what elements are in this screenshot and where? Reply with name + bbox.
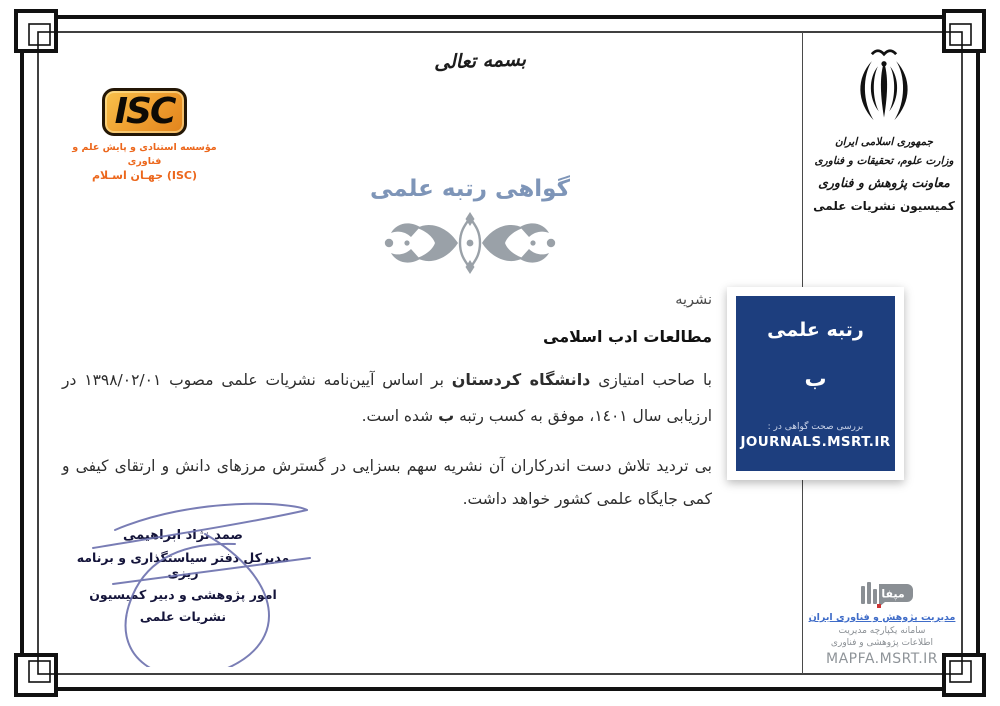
grant-text-pre: با صاحب امتیازی bbox=[590, 371, 712, 389]
mapfa-title-line: مدیریت پژوهش و فناوری ایران bbox=[808, 612, 956, 623]
certificate-title: گواهی رتبه علمی bbox=[370, 176, 570, 202]
svg-text:مپفا: مپفا bbox=[881, 587, 905, 601]
grant-text-post: شده است. bbox=[361, 407, 439, 425]
grade-inline: ب bbox=[438, 406, 455, 425]
signatory-name: صمد نژاد ابراهیمی bbox=[122, 528, 243, 543]
arabesque-ornament-icon bbox=[383, 212, 557, 274]
grant-paragraph bbox=[62, 362, 712, 434]
certificate-body bbox=[62, 292, 712, 516]
rank-badge bbox=[736, 296, 895, 471]
signatory-role-line2: امور پژوهشی و دبیر کمیسیون bbox=[89, 587, 277, 602]
grant-text-mid: بر اساس آیین‌نامه نشریات علمی مصوب ۱۳۹۸/۰۲/۰۱ در ارزیابی سال ١٤٠١، موفق به کسب رتبه bbox=[62, 371, 712, 425]
mapfa-subtitle-line1: سامانه یکپارچه مدیریت bbox=[838, 626, 926, 636]
isc-subtitle-line2: جهـان اسـلام (ISC) bbox=[91, 169, 198, 183]
gov-line-commission: کمیسیون نشریات علمی bbox=[813, 199, 955, 213]
isc-logo bbox=[102, 88, 188, 136]
isc-logo-block bbox=[62, 88, 227, 182]
rank-badge-title: رتبه علمی bbox=[767, 319, 864, 341]
isc-subtitle-line1: مؤسسه استنادی و پایش علم و فناوری bbox=[72, 141, 217, 168]
journal-name: مطالعات ادب اسلامی bbox=[543, 327, 712, 346]
mapfa-url: MAPFA.MSRT.IR bbox=[825, 651, 939, 667]
appreciation-paragraph: بی تردید تلاش دست اندرکاران آن نشریه سهم بسزایی در گسترش مرزهای دانش و ارتقای کیفی و کمی جایگاه علمی کشور خواهد داشت. bbox=[62, 457, 712, 508]
rank-badge-verify-label: بررسی صحت گواهی در : bbox=[767, 422, 864, 432]
gov-line-deputy: معاونت پژوهش و فناوری bbox=[818, 175, 950, 190]
signatory-role-line3: نشریات علمی bbox=[139, 609, 227, 624]
gov-line-country: جمهوری اسلامی ایران bbox=[834, 136, 934, 148]
gov-line-ministry: وزارت علوم، تحقیقات و فناوری bbox=[814, 155, 954, 167]
mapfa-block bbox=[798, 580, 966, 667]
signatory-role-line1: مدیرکل دفتر سیاستگذاری و برنامه ریزی bbox=[76, 550, 290, 580]
rank-badge-verify-url: JOURNALS.MSRT.IR bbox=[740, 434, 891, 450]
journal-owner: دانشگاه کردستان bbox=[451, 370, 591, 389]
bismillah-text: بسمه تعالی bbox=[433, 48, 527, 74]
mapfa-subtitle-line2: اطلاعات پژوهشی و فناوری bbox=[830, 638, 934, 648]
iran-emblem-icon bbox=[845, 42, 923, 134]
signatory-block bbox=[68, 528, 298, 624]
isc-logo-text: ISC bbox=[114, 91, 175, 132]
rank-badge-card bbox=[727, 287, 904, 480]
journal-label: نشریه bbox=[675, 292, 712, 308]
ministry-block bbox=[806, 42, 962, 213]
rank-badge-grade: ب bbox=[804, 367, 827, 392]
mapfa-logo-icon bbox=[847, 580, 917, 610]
